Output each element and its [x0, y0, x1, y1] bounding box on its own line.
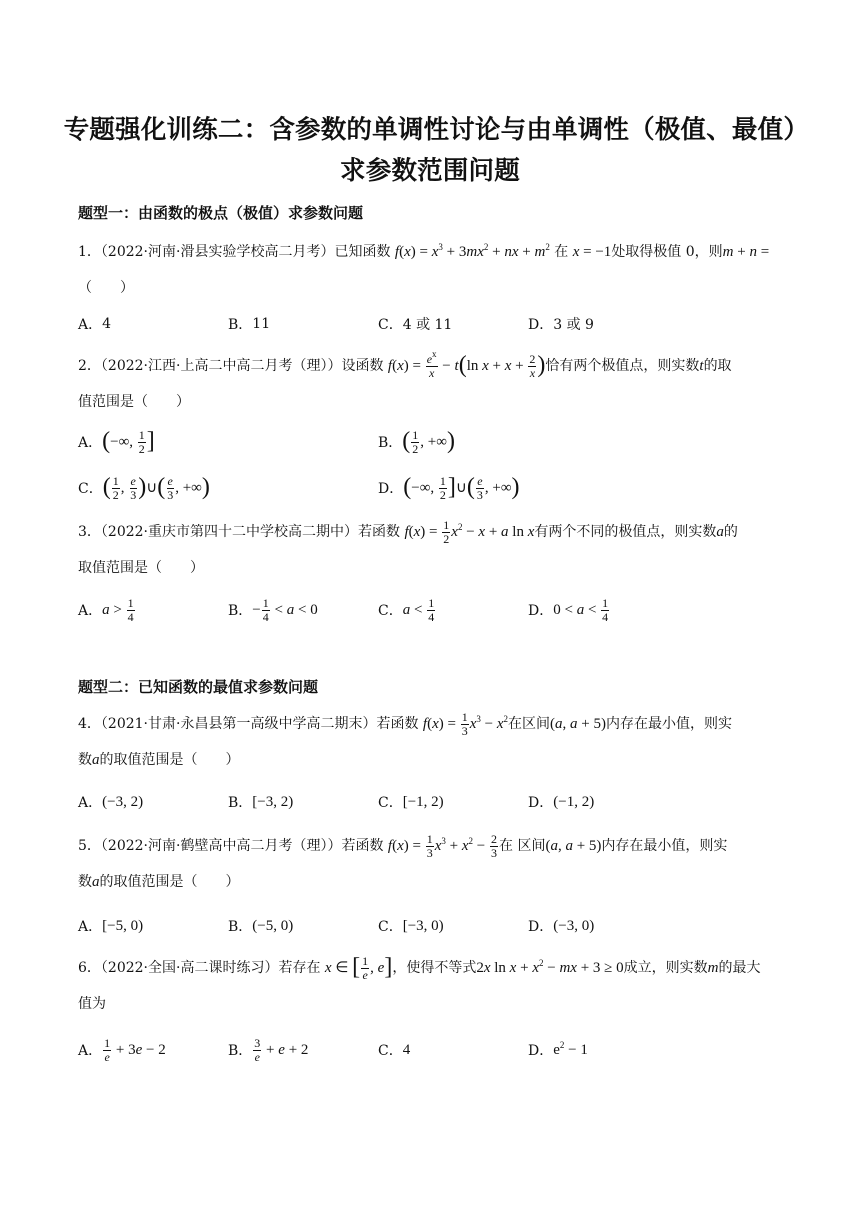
option-letter: D． [378, 481, 404, 497]
option-letter: B． [228, 317, 253, 333]
option-formula: (−∞, $\frac{1}{2}$ ] [102, 427, 155, 456]
option-c[interactable] [378, 784, 444, 820]
option-d[interactable] [528, 908, 594, 944]
option-letter: A． [78, 317, 103, 333]
question-text: 数 [78, 752, 92, 768]
option-letter: C． [378, 603, 403, 619]
option-text: 4 [402, 1041, 411, 1058]
option-text: (−3, 2) [102, 793, 144, 810]
option-b[interactable] [228, 592, 318, 628]
option-letter: A． [78, 435, 103, 451]
option-text: (−1, 2) [553, 793, 595, 810]
option-formula: − $\frac{1}{4}$ < a < 0 [252, 595, 318, 624]
question-number: 3． [78, 524, 101, 540]
question-3 [78, 514, 784, 586]
option-letter: A． [78, 919, 103, 935]
option-letter: D． [528, 1043, 554, 1059]
question-text: 处取得极值 0，则 [611, 244, 723, 260]
option-a[interactable] [78, 592, 136, 628]
question-text: 值为 [78, 996, 106, 1012]
option-b[interactable] [378, 424, 455, 460]
formula: f(x) = $\frac{1}{3}$ $x^3 + x^2$ − $\frac{2}{3}$ [387, 832, 497, 861]
option-letter: D． [528, 603, 554, 619]
question-text: 的取值范围是（ ） [99, 752, 240, 768]
formula: m + n = [722, 244, 770, 260]
question-text: 设函数 [341, 358, 384, 374]
option-text: 3 或 9 [553, 317, 594, 333]
option-c[interactable] [378, 306, 452, 342]
option-letter: C． [378, 919, 403, 935]
option-a[interactable] [78, 784, 143, 820]
option-formula: $\frac{1}{e}$ + 3e − 2 [104, 1035, 166, 1064]
formula: t [699, 358, 704, 374]
option-text: 4 [102, 316, 112, 332]
formula: a [92, 752, 100, 768]
question-text: 恰有两个极值点，则实数 [545, 358, 700, 374]
formula: a [716, 524, 724, 540]
question-source: （2022·河南·滑县实验学校高二月考） [100, 244, 335, 260]
question-source: （2022·河南·鹤壁高中高二月考（理）） [100, 838, 342, 854]
formula: m [707, 960, 719, 976]
option-d[interactable] [528, 592, 610, 628]
option-letter: A． [78, 795, 103, 811]
option-formula: $\frac{3}{e}$ + e + 2 [254, 1035, 309, 1064]
option-letter: A． [78, 603, 103, 619]
option-c[interactable] [378, 592, 436, 628]
question-text: 值范围是（ ） [78, 394, 190, 410]
question-number: 4． [78, 716, 101, 732]
question-text: 数 [78, 874, 92, 890]
option-letter: C． [78, 481, 103, 497]
question-text: ，使得不等式 [392, 960, 477, 976]
formula: f(x) = $\frac{1}{3}$ $x^3 - x^2$ [422, 710, 509, 739]
option-text: [−1, 2) [402, 793, 444, 810]
question-source: （2022·江西·上高二中高二月考（理）） [100, 358, 342, 374]
formula: x ∈ [ $\frac{1}{e}$ , e] [324, 954, 393, 983]
question-text: 若函数 [358, 524, 400, 540]
question-text: 内存在最小值，则实 [601, 838, 728, 854]
question-text: 的取 [703, 358, 732, 374]
option-c[interactable] [378, 908, 444, 944]
option-a[interactable] [78, 1032, 166, 1068]
option-text: 11 [252, 316, 271, 332]
question-2 [78, 348, 784, 420]
option-formula: a < $\frac{1}{4}$ [402, 595, 435, 624]
formula: $f(x) = x^3 + 3mx^2$ + nx + $m^2$ [394, 242, 550, 260]
question-text: 的最大 [718, 960, 761, 976]
option-letter: A． [78, 1043, 103, 1059]
question-source: （2022·重庆市第四十二中学校高二期中） [100, 524, 358, 540]
option-letter: C． [378, 317, 403, 333]
question-text: 有两个不同的极值点，则实数 [534, 524, 717, 540]
answer-blank: （ ） [78, 280, 134, 296]
formula: x = −1 [572, 244, 612, 260]
option-a[interactable] [78, 908, 143, 944]
option-a[interactable] [78, 306, 111, 342]
option-b[interactable] [228, 784, 293, 820]
option-text: [−3, 0) [402, 917, 444, 934]
question-text: 取值范围是（ ） [78, 560, 204, 576]
question-number: 1． [78, 244, 101, 260]
question-text: 若存在 [278, 960, 321, 976]
formula: f(x) = $\frac{1}{2}$ $x^2 - x + a$ ln x [404, 518, 535, 547]
question-text: 成立，则实数 [623, 960, 708, 976]
option-letter: B． [228, 919, 253, 935]
option-d[interactable] [378, 470, 520, 506]
option-letter: B． [378, 435, 403, 451]
option-b[interactable] [228, 306, 270, 342]
section-heading-1: 题型一：由函数的极点（极值）求参数问题 [78, 204, 364, 222]
option-letter: B． [228, 603, 253, 619]
option-b[interactable] [228, 1032, 308, 1068]
formula: (a, a + 5) [550, 716, 606, 732]
question-text: 在 [554, 244, 569, 260]
question-text: 在区间 [508, 716, 551, 732]
question-number: 2． [78, 358, 101, 374]
question-number: 6． [78, 960, 101, 976]
option-a[interactable] [78, 424, 155, 460]
option-d[interactable] [528, 784, 594, 820]
question-source: （2022·全国·高二课时练习） [100, 960, 279, 976]
option-text: (−5, 0) [252, 917, 294, 934]
option-d[interactable] [528, 306, 594, 342]
option-text: (−3, 0) [553, 917, 595, 934]
option-d[interactable] [528, 1032, 588, 1068]
option-c[interactable] [378, 1032, 410, 1068]
option-text: [−5, 0) [102, 917, 144, 934]
section-heading-2: 题型二：已知函数的最值求参数问题 [78, 678, 319, 696]
option-letter: C． [378, 795, 403, 811]
option-formula: $e^2 - 1$ [553, 1039, 588, 1058]
question-text: 若函数 [341, 838, 384, 854]
formula: 2x $\ln x + x^2$ − mx + 3 ≥ 0 [476, 958, 624, 976]
question-text: 的取值范围是（ ） [99, 874, 240, 890]
option-text: [−3, 2) [252, 793, 294, 810]
question-text: 内存在最小值，则实 [606, 716, 732, 732]
question-text: 的 [723, 524, 738, 540]
question-text: 若函数 [376, 716, 419, 732]
option-formula: 0 < a < $\frac{1}{4}$ [553, 595, 609, 624]
option-letter: D． [528, 795, 554, 811]
question-4 [78, 706, 784, 778]
option-c[interactable] [78, 470, 210, 506]
option-letter: D． [528, 317, 554, 333]
question-text: 已知函数 [334, 244, 391, 260]
option-letter: C． [378, 1043, 403, 1059]
option-b[interactable] [228, 908, 293, 944]
question-6 [78, 950, 784, 1022]
formula: a [92, 874, 100, 890]
option-letter: B． [228, 795, 253, 811]
option-letter: B． [228, 1043, 253, 1059]
question-5 [78, 828, 784, 900]
formula: f(x) = $\frac{e^x}{x}$ − t(ln x + x + $\frac{2}{x}$ ) [387, 349, 546, 381]
option-formula: ( $\frac{1}{2}$ , $\frac{e}{3}$ )∪( $\frac{e}{3}$ , +∞) [102, 473, 210, 502]
option-text: 4 或 11 [402, 317, 453, 333]
formula: (a, a + 5) [545, 838, 602, 854]
option-formula: a > $\frac{1}{4}$ [102, 595, 134, 624]
option-formula: (−∞, $\frac{1}{2}$ ]∪( $\frac{e}{3}$ , +∞) [403, 473, 520, 502]
option-letter: D． [528, 919, 554, 935]
option-formula: ( $\frac{1}{2}$ , +∞) [402, 427, 455, 456]
question-number: 5． [78, 838, 101, 854]
question-source: （2021·甘肃·永昌县第一高级中学高二期末） [100, 716, 377, 732]
question-text: 在 区间 [499, 838, 546, 854]
question-1 [78, 234, 784, 306]
page-title: 专题强化训练二：含参数的单调性讨论与由单调性（极值、最值）求参数范围问题 [63, 115, 797, 186]
